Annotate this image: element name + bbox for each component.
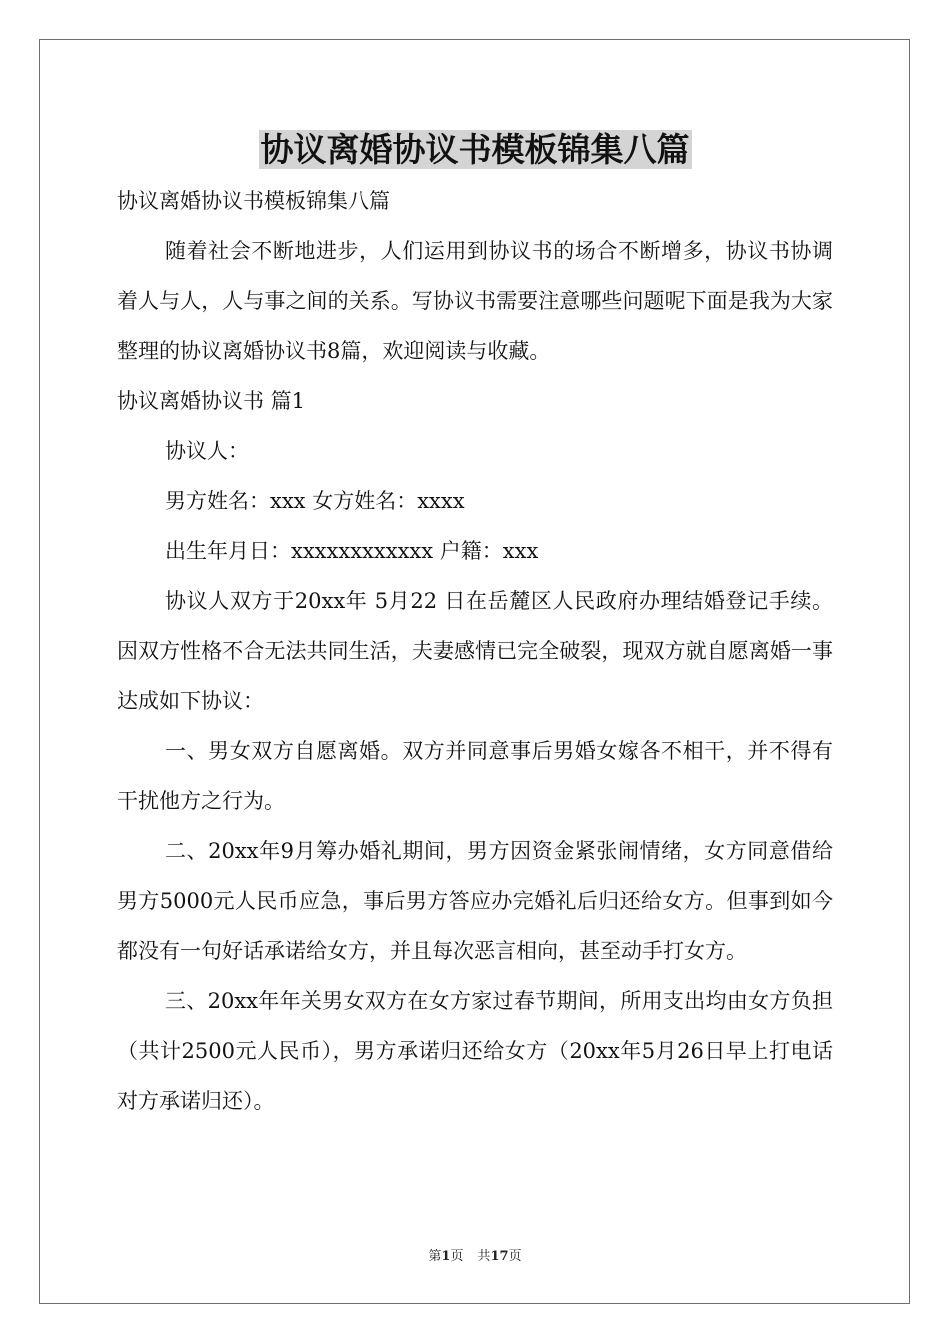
footer-page-unit: 页 <box>450 1249 464 1264</box>
paragraph-clause-1: 一、男女双方自愿离婚。双方并同意事后男婚女嫁各不相干，并不得有干扰他方之行为。 <box>117 739 833 813</box>
paragraph-intro: 随着社会不断地进步，人们运用到协议书的场合不断增多，协议书协调着人与人，人与事之间的关系。写协议书需要注意哪些问题呢下面是我为大家整理的协议离婚协议书8篇，欢迎阅读与收藏。 <box>117 239 833 363</box>
page-footer <box>0 1248 950 1266</box>
paragraph-section-heading: 协议离婚协议书 篇1 <box>117 389 306 413</box>
document-title-text: 协议离婚协议书模板锦集八篇 <box>260 130 690 169</box>
footer-page-number: 1 <box>441 1249 451 1264</box>
paragraph-agreement-intro: 协议人双方于20xx年 5月22 日在岳麓区人民政府办理结婚登记手续。因双方性格不合无法共同生活，夫妻感情已完全破裂，现双方就自愿离婚一事达成如下协议： <box>117 589 833 713</box>
footer-page-prefix: 第 <box>428 1249 442 1264</box>
paragraph-clause-3: 三、20xx年年关男女双方在女方家过春节期间，所用支出均由女方负担（共计2500元人民币），男方承诺归还给女方（20xx年5月26日早上打电话对方承诺归还）。 <box>117 989 833 1113</box>
paragraph-clause-2: 二、20xx年9月筹办婚礼期间，男方因资金紧张闹情绪，女方同意借给男方5000元人民币应急，事后男方答应办完婚礼后归还给女方。但事到如今都没有一句好话承诺给女方，并且每次恶言相向，甚至动手打女方。 <box>117 839 833 963</box>
footer-total-pages: 17 <box>490 1249 509 1264</box>
footer-total-unit: 页 <box>508 1249 522 1264</box>
paragraph-parties: 协议人： <box>165 439 249 463</box>
paragraph-subtitle: 协议离婚协议书模板锦集八篇 <box>117 189 390 213</box>
paragraph-names: 男方姓名：xxx 女方姓名：xxxx <box>165 489 465 513</box>
footer-total-prefix: 共 <box>477 1249 491 1264</box>
document-title <box>0 128 950 172</box>
paragraph-birth-registry: 出生年月日：xxxxxxxxxxxx 户籍：xxx <box>165 539 539 563</box>
document-body <box>117 176 833 1126</box>
